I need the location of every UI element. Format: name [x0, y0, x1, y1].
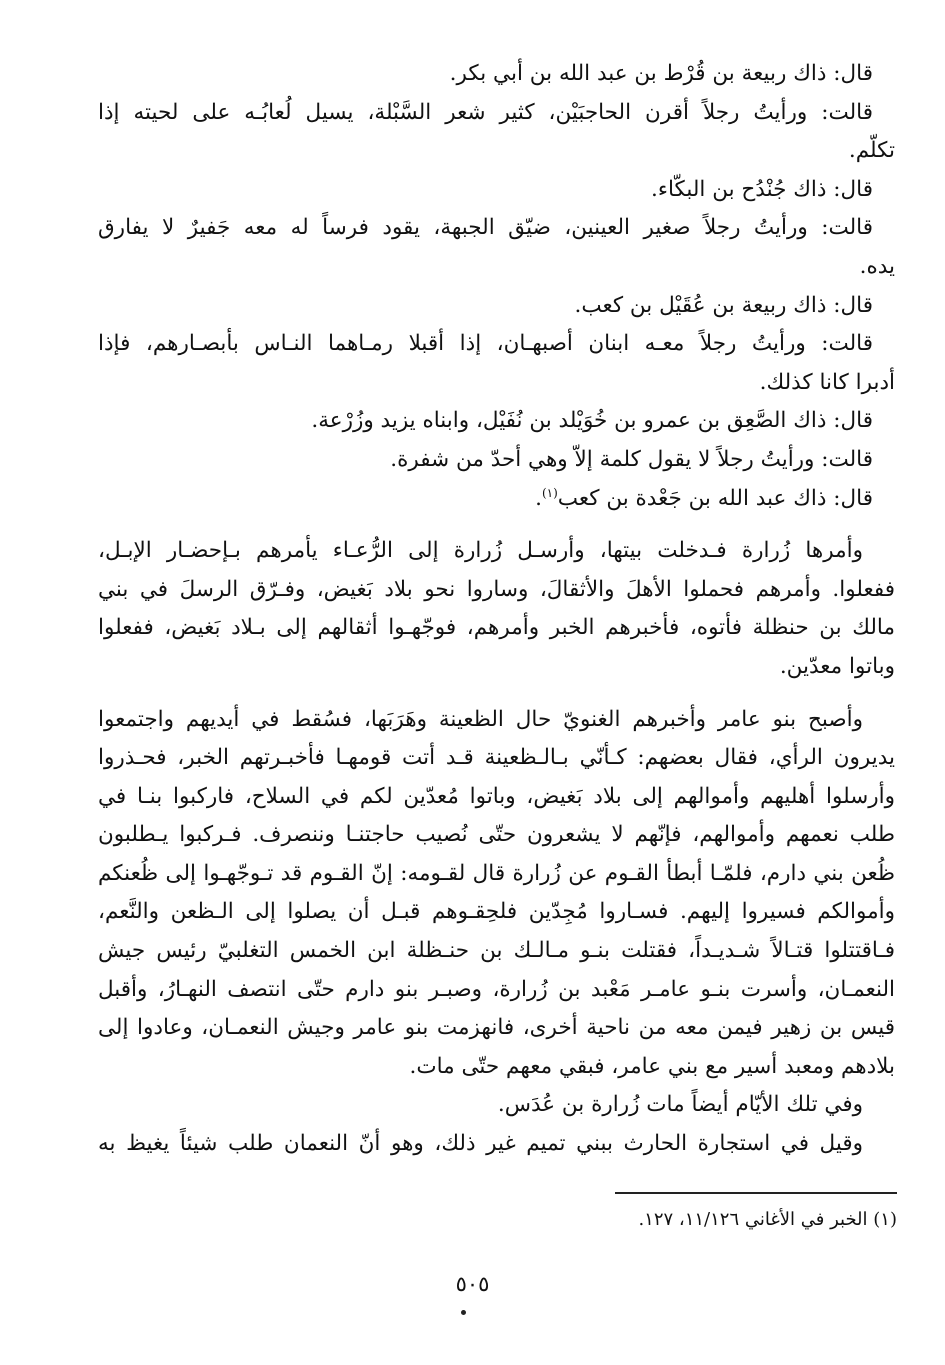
text-line: قالت: ورأيتُ رجلاً صغير العينين، ضيّق الجبهة، يقود فرساً له معه جَفيرٌ لا يفارق	[98, 215, 873, 241]
text-line: فـاقتتلوا قتـالاً شـديـداً، فقتلت بنـو مـالـك بن حنـظلة ابن الخمس التغلبيّ رئيس جيش	[98, 938, 895, 964]
text-line: مالك بن حنظلة فأتوه، فأخبرهم الخبر وأمرهم، فوجّهـوا أثقالهم إلى بـلاد بَغيض، ففعلوا	[98, 615, 895, 641]
paragraph-gap	[98, 518, 895, 532]
line-end-period: .	[535, 485, 542, 511]
text-line: وأموالكم فسيروا إليهم. فسـاروا مُجِدّين فلحِقـوهم قبـل أن يصلوا إلى الـظعن والنَّعم،	[98, 899, 895, 925]
text-line: قالت: ورأيتُ رجلاً معـه ابنان أصبهـان، إذا أقبلا رمـاهما النـاس بأبصـارهم، فإذا	[98, 331, 873, 357]
text-line: قال: ذاك جُنْدُح بن البكّاء.	[651, 176, 873, 202]
text-line-content: قال: ذاك عبد الله بن جَعْدة بن كعب	[557, 485, 873, 511]
text-line: ظُعن بني دارم، فلمّـا أبطأ القـوم عن زُرارة قال لقـومه: إنّ القـوم قد تـوجّهـوا إلى ظُعنكم	[98, 860, 895, 886]
text-line: طلب نعمهم وأموالهم، فإنّهم لا يشعرون حتّى نُصيب حاجتنـا وننصرف. فـركبوا يـطلبون	[98, 822, 895, 848]
footnote: (١) الخبر في الأغاني ١١/١٢٦، ١٢٧.	[638, 1209, 897, 1230]
text-line: وأصبح بنو عامر وأخبرهم الغنويّ حال الظعينة وهَرَبَها، فسُقط في أيديهم واجتمعوا	[98, 706, 863, 732]
text-line: تكلّم.	[848, 138, 895, 164]
text-line: أدبرا كانا كذلك.	[759, 369, 895, 395]
text-line: ففعلوا. وأمرهم فحملوا الأهلَ والأثقالَ، وساروا نحو بلاد بَغيض، وفـرّق الرسلَ في بني	[98, 576, 895, 602]
text-line: قالت: ورأيتُ رجلاً لا يقول كلمة إلاّ وهي أحدّ من شفرة.	[390, 446, 873, 472]
text-line: يده.	[859, 253, 895, 279]
main-text	[98, 55, 895, 1164]
page-mark-dot	[461, 1310, 466, 1315]
text-line: قال: ذاك الصَّعِق بن عمرو بن خُوَيْلد بن نُفَيْل، وابناه يزيد وزُرْعة.	[311, 408, 873, 434]
text-line	[98, 480, 895, 519]
paragraph-gap	[98, 687, 895, 701]
text-line: قيس بن زهير فيمن معه من ناحية أخرى، فانهزمت بنو عامر وجيش النعمـان، وعادوا إلى	[98, 1015, 895, 1041]
text-line: وقيل في استجارة الحارث ببني تميم غير ذلك، وهو أنّ النعمان طلب شيئاً يغيظ به	[98, 1131, 863, 1157]
text-line: قالت: ورأيتُ رجلاً أقرن الحاجبَيْن، كثير شعر السَّبْلة، يسيل لُعابُـه على لحيته إذا	[98, 99, 873, 125]
text-line: وأرسلوا أهليهم وأموالهم إلى بلاد بَغيض، وباتوا مُعدّين لكم في السلاح، فاركبوا بنـا في	[98, 783, 895, 809]
text-line: قال: ذاك ربيعة بن عُقَيْل بن كعب.	[574, 292, 873, 318]
text-line: بلادهم ومعبد أسير مع بني عامر، فبقي معهم حتّى مات.	[409, 1053, 895, 1079]
footnote-separator	[615, 1192, 897, 1194]
text-line: يديرون الرأي، فقال بعضهم: كـأنّي بـالـظعينة قـد أتت قومهـا فأخبـرتهم الخبر، فحـذروا	[98, 745, 895, 771]
page-number: ٥٠٥	[455, 1272, 490, 1296]
footnote-marker: (١)	[541, 485, 558, 500]
text-line: قال: ذاك ربيعة بن قُرْط بن عبد الله بن أبي بكر.	[449, 61, 873, 86]
text-line: النعمـان، وأسرت بنـو عامـر مَعْبد بن زُرارة، وصبـر بنو دارم حتّى انتصف النهـارُ، وأقبل	[98, 976, 895, 1002]
text-line: وأمرها زُرارة فـدخلت بيتها، وأرسـل زُرارة إلى الرُّعـاء يأمرهم بـإحضـار الإبـل،	[98, 538, 863, 564]
text-line: وفي تلك الأيّام أيضاً مات زُرارة بن عُدَس.	[497, 1092, 863, 1118]
text-line: وباتوا معدّين.	[779, 653, 895, 679]
